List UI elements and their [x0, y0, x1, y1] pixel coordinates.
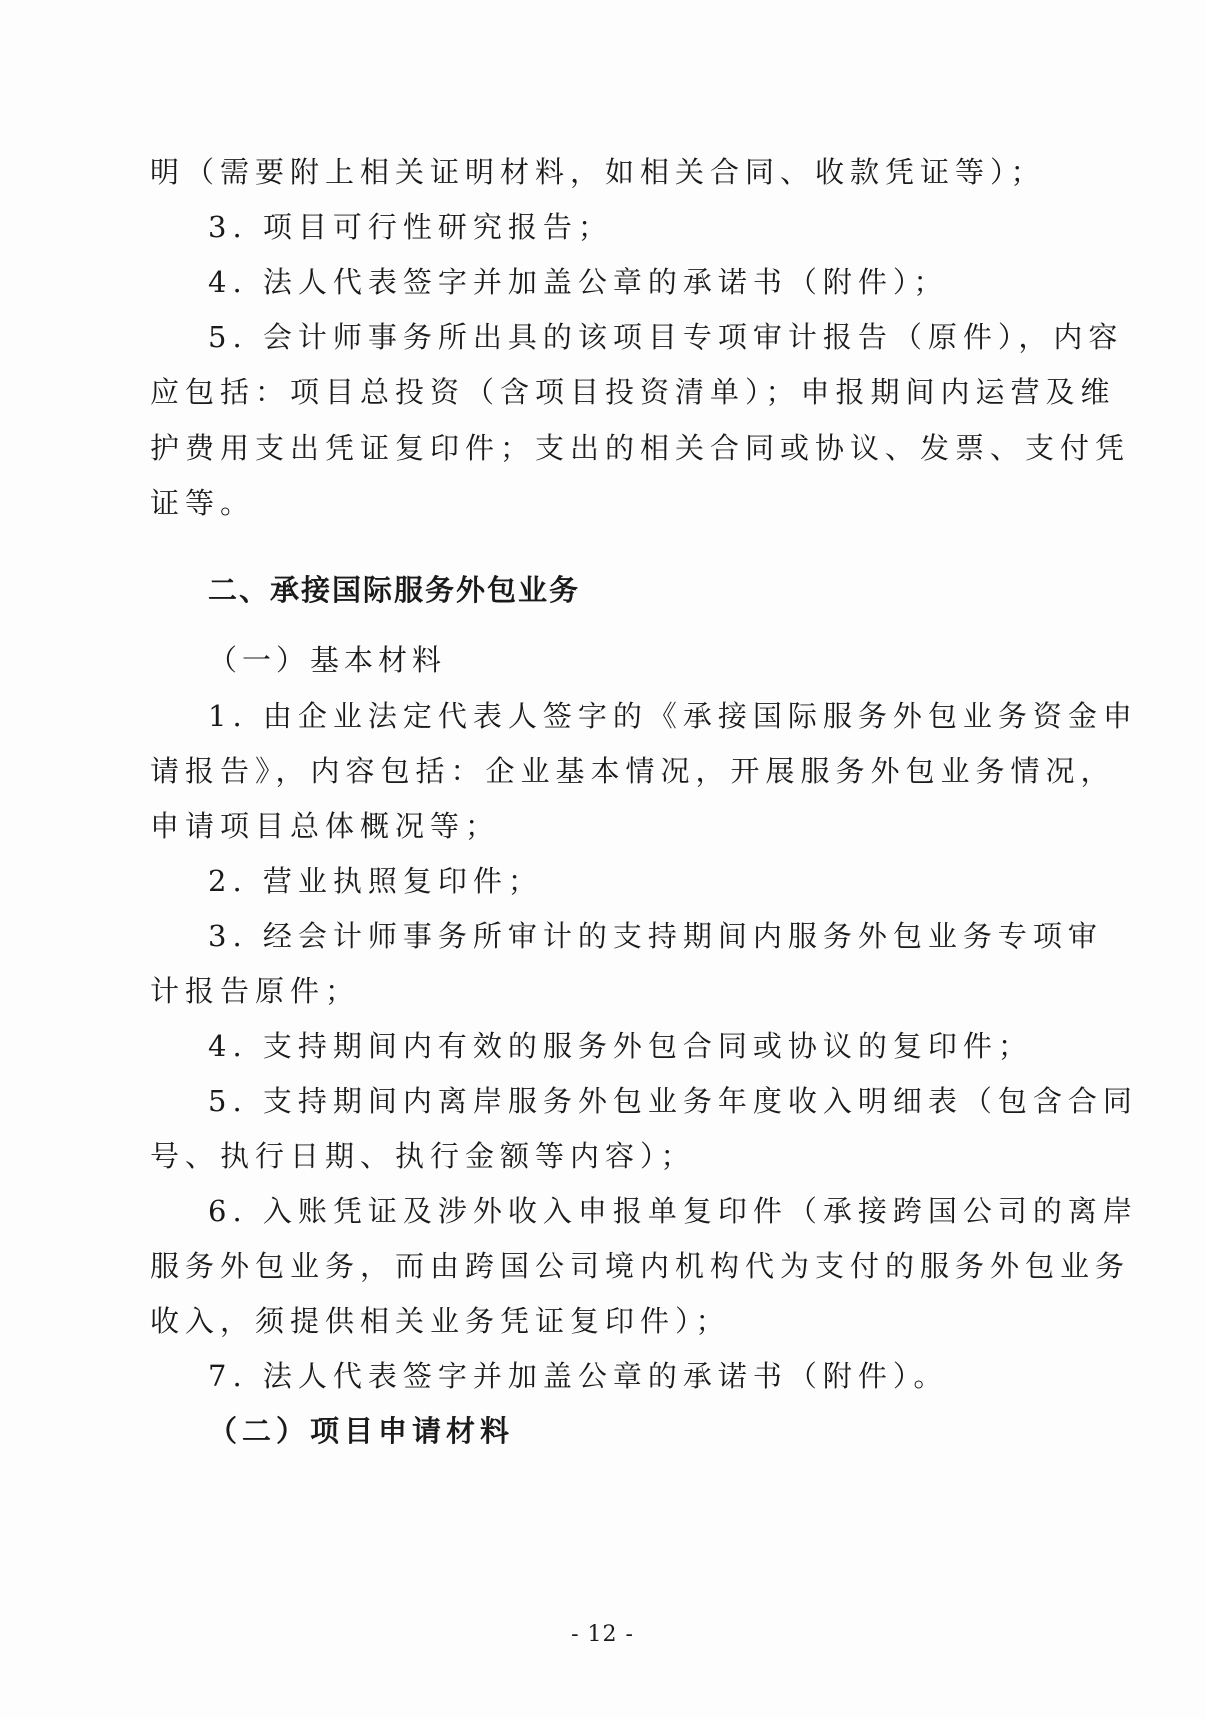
list-item: 5. 支持期间内离岸服务外包业务年度收入明细表（包含合同: [208, 1084, 1138, 1118]
body-line: 证等。: [150, 486, 256, 520]
body-line: 服务外包业务，而由跨国公司境内机构代为支付的服务外包业务: [150, 1249, 1131, 1283]
body-line: 收入，须提供相关业务凭证复印件）；: [150, 1304, 731, 1338]
section-heading: 二、承接国际服务外包业务: [208, 573, 581, 607]
body-line: 申请项目总体概况等；: [150, 809, 501, 843]
list-item: 4. 支持期间内有效的服务外包合同或协议的复印件；: [208, 1029, 1033, 1063]
page-number: - 12 -: [571, 1622, 634, 1647]
list-item: 5. 会计师事务所出具的该项目专项审计报告（原件），内容: [208, 320, 1124, 354]
list-item: 2. 营业执照复印件；: [208, 864, 543, 898]
list-item: 6. 入账凭证及涉外收入申报单复印件（承接跨国公司的离岸: [208, 1194, 1138, 1228]
body-line: 护费用支出凭证复印件；支出的相关合同或协议、发票、支付凭: [150, 431, 1131, 465]
subsection-heading: （一）基本材料: [208, 643, 447, 677]
body-line: 明（需要附上相关证明材料，如相关合同、收款凭证等）；: [150, 155, 1046, 189]
body-line: 号、执行日期、执行金额等内容）；: [150, 1139, 696, 1173]
subsection-heading: （二）项目申请材料: [208, 1414, 515, 1448]
body-line: 计报告原件；: [150, 974, 361, 1008]
body-line: 应包括：项目总投资（含项目投资清单）；申报期间内运营及维: [150, 375, 1116, 409]
list-item: 7. 法人代表签字并加盖公章的承诺书（附件）。: [208, 1359, 949, 1393]
list-item: 4. 法人代表签字并加盖公章的承诺书（附件）；: [208, 265, 949, 299]
body-line: 请报告》，内容包括：企业基本情况，开展服务外包业务情况，: [150, 754, 1116, 788]
list-item: 3. 项目可行性研究报告；: [208, 210, 613, 244]
list-item: 3. 经会计师事务所审计的支持期间内服务外包业务专项审: [208, 919, 1103, 953]
list-item: 1. 由企业法定代表人签字的《承接国际服务外包业务资金申: [208, 699, 1138, 733]
